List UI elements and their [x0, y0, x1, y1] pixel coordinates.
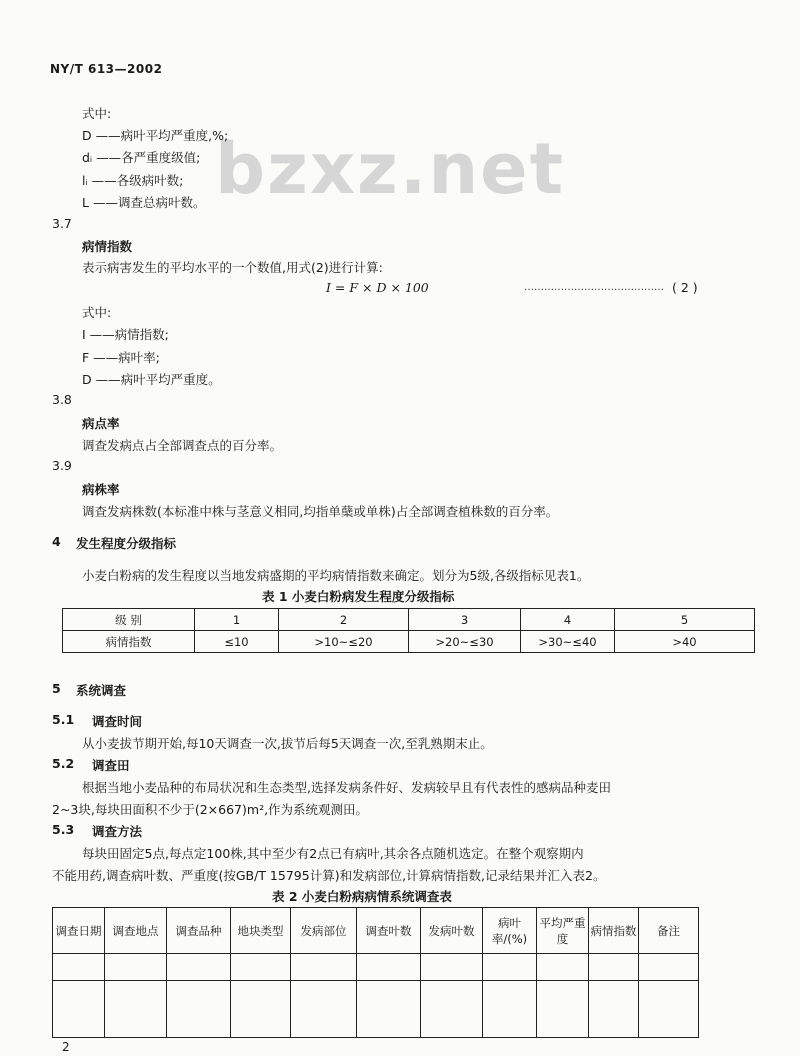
- table-header-row: [53, 908, 699, 954]
- watermark: bzxz.net: [215, 128, 566, 210]
- table-cell: 1: [195, 609, 279, 631]
- section-title: 系统调查: [76, 683, 127, 698]
- where-item: D ——病叶平均严重度,%;: [82, 128, 229, 143]
- where-item: lᵢ ——各级病叶数;: [82, 173, 184, 188]
- section-title: 调查田: [92, 758, 130, 773]
- section-title: 发生程度分级指标: [76, 536, 177, 551]
- table-header-cell: 发病叶数: [421, 908, 483, 954]
- table-cell: 2: [279, 609, 409, 631]
- page-number: 2: [62, 1040, 70, 1054]
- where-intro: 式中:: [82, 305, 112, 320]
- where-item: I ——病情指数;: [82, 327, 169, 342]
- where-item: D ——病叶平均严重度。: [82, 372, 221, 387]
- where-item: F ——病叶率;: [82, 350, 160, 365]
- paragraph: 每块田固定5点,每点定100株,其中至少有2点已有病叶,其余各点随机选定。在整个观察期内: [82, 846, 584, 861]
- term-definition: 表示病害发生的平均水平的一个数值,用式(2)进行计算:: [82, 260, 383, 275]
- term-definition: 调查发病点占全部调查点的百分率。: [82, 438, 283, 453]
- section-number: 5: [52, 681, 61, 696]
- table-row: [53, 981, 699, 1038]
- term-heading: 病株率: [82, 482, 120, 497]
- table-cell: >20~≤30: [409, 631, 521, 653]
- section-number: 4: [52, 534, 61, 549]
- term-definition: 调查发病株数(本标准中株与茎意义相同,均指单蘖或单株)占全部调查植株数的百分率。: [82, 504, 559, 519]
- table-cell: >30~≤40: [521, 631, 615, 653]
- formula: I = F × D × 100: [326, 280, 429, 295]
- table-header-cell: 调查叶数: [357, 908, 421, 954]
- equation-number: ( 2 ): [672, 280, 698, 295]
- table-cell: >40: [615, 631, 755, 653]
- table-header-cell: 病情指数: [589, 908, 639, 954]
- paragraph: 根据当地小麦品种的布局状况和生态类型,选择发病条件好、发病较早且有代表性的感病品种麦田: [82, 780, 611, 795]
- table-cell: 病情指数: [63, 631, 195, 653]
- standard-code-header: NY/T 613—2002: [50, 62, 163, 76]
- section-title: 调查方法: [92, 824, 143, 839]
- section-number: 5.2: [52, 756, 75, 771]
- where-item: L ——调查总病叶数。: [82, 195, 206, 210]
- table-header-cell: 平均严重度: [537, 908, 589, 954]
- table-cell: ≤10: [195, 631, 279, 653]
- term-heading: 病点率: [82, 416, 120, 431]
- section-number: 5.3: [52, 822, 75, 837]
- table-header-cell: 调查日期: [53, 908, 105, 954]
- section-number: 3.7: [52, 216, 72, 231]
- system-survey-table: [52, 907, 699, 1038]
- table-caption: 表 1 小麦白粉病发生程度分级指标: [262, 589, 455, 604]
- paragraph: 从小麦拔节期开始,每10天调查一次,拔节后每5天调查一次,至乳熟期末止。: [82, 736, 493, 751]
- where-intro: 式中:: [82, 106, 112, 121]
- table-header-cell: 备注: [639, 908, 699, 954]
- table-header-cell: 病叶率/(%): [483, 908, 537, 954]
- table-row: [63, 609, 755, 631]
- table-cell: >10~≤20: [279, 631, 409, 653]
- paragraph: 不能用药,调查病叶数、严重度(按GB/T 15795计算)和发病部位,计算病情指数,记录结果并汇入表2。: [52, 868, 606, 883]
- section-number: 3.9: [52, 458, 72, 473]
- paragraph: 小麦白粉病的发生程度以当地发病盛期的平均病情指数来确定。划分为5级,各级指标见表1。: [82, 568, 590, 583]
- section-number: 5.1: [52, 712, 75, 727]
- severity-grade-table: [62, 608, 755, 653]
- section-number: 3.8: [52, 392, 72, 407]
- table-header-cell: 调查地点: [105, 908, 167, 954]
- table-cell: 3: [409, 609, 521, 631]
- table-row: [53, 954, 699, 981]
- term-heading: 病情指数: [82, 239, 133, 254]
- where-item: dᵢ ——各严重度级值;: [82, 150, 201, 165]
- table-caption: 表 2 小麦白粉病病情系统调查表: [272, 889, 452, 904]
- table-header-cell: 地块类型: [231, 908, 291, 954]
- paragraph: 2~3块,每块田面积不少于(2×667)m²,作为系统观测田。: [52, 802, 369, 817]
- table-row: [63, 631, 755, 653]
- section-title: 调查时间: [92, 714, 143, 729]
- formula-leader-dots: ……………………………………: [524, 282, 664, 293]
- table-cell: 级 别: [63, 609, 195, 631]
- table-header-cell: 调查品种: [167, 908, 231, 954]
- table-cell: 4: [521, 609, 615, 631]
- table-header-cell: 发病部位: [291, 908, 357, 954]
- table-cell: 5: [615, 609, 755, 631]
